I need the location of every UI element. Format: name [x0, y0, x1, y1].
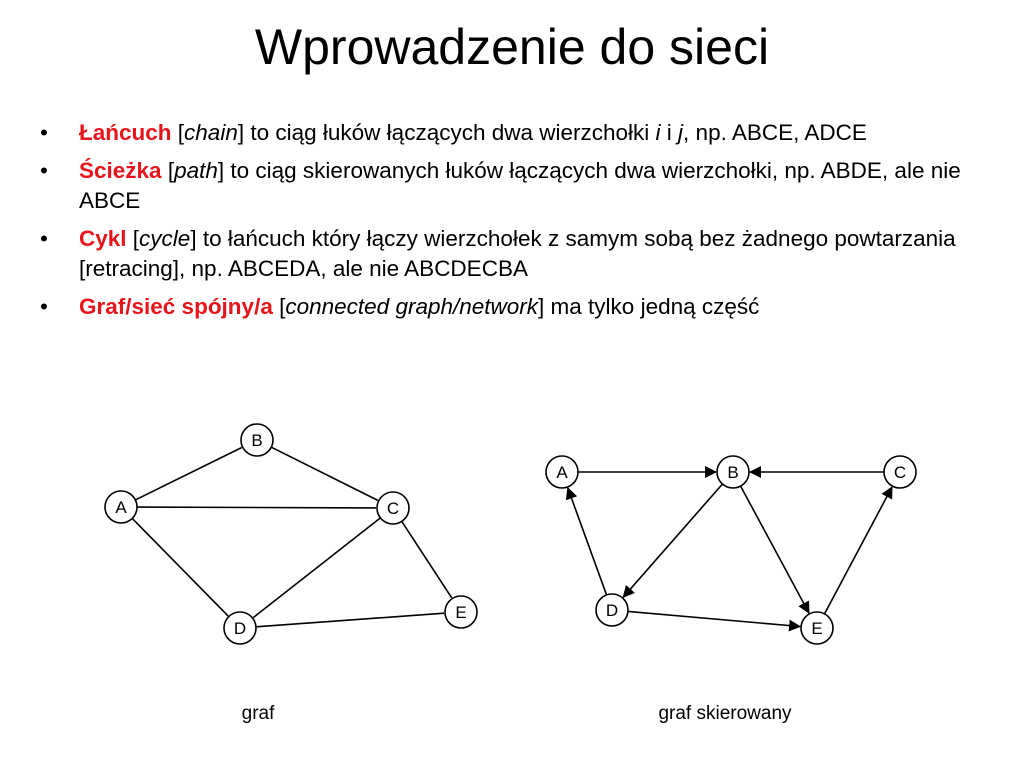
graph-diagrams — [0, 395, 1024, 665]
directed-node-label-a: A — [556, 463, 568, 482]
bullet-dot: • — [40, 120, 48, 145]
and-word: i — [660, 120, 679, 145]
bracket-open: [ — [272, 294, 286, 319]
undirected-edge-a-b — [135, 448, 241, 500]
bullet-dot: • — [40, 294, 48, 319]
bullet-chain — [40, 118, 1000, 148]
bullet-dot: • — [40, 158, 48, 183]
english-term-cycle: cycle — [139, 226, 191, 251]
directed-edge-b-d — [623, 484, 722, 597]
caption-directed: graf skierowany — [658, 703, 792, 724]
directed-node-label-b: B — [727, 463, 739, 482]
var-i: i — [655, 120, 661, 145]
undirected-edge-c-e — [402, 521, 452, 597]
undirected-edge-d-e — [256, 613, 444, 627]
undirected-node-label-a: A — [115, 498, 127, 517]
undirected-node-label-b: B — [251, 431, 263, 450]
bracket-close: ] — [237, 120, 251, 145]
bracket-open: [ — [161, 158, 175, 183]
directed-edge-d-a — [568, 488, 607, 595]
definition-connected: ma tylko jedną część — [550, 294, 760, 319]
undirected-edge-b-c — [271, 447, 377, 500]
directed-graph — [546, 456, 916, 644]
bracket-open: [ — [126, 226, 140, 251]
directed-node-label-d: D — [605, 601, 619, 620]
term-cycle: Cykl — [79, 226, 127, 251]
term-connected: Graf/sieć spójny/a — [79, 294, 273, 319]
directed-edge-b-e — [741, 486, 809, 613]
definition-path: to ciąg skierowanych łuków łączących dwa wierzchołki, np. ABDE, ale nie ABCE — [79, 158, 961, 213]
directed-edge-e-c — [825, 487, 892, 614]
directed-edge-d-e — [628, 611, 800, 626]
undirected-edge-a-d — [132, 518, 228, 615]
var-j: j — [678, 120, 684, 145]
bracket-open: [ — [171, 120, 185, 145]
undirected-edge-c-d — [253, 518, 380, 618]
definition-chain-b: , np. ABCE, ADCE — [683, 120, 867, 145]
undirected-graph — [105, 424, 477, 644]
bracket-close: ] — [217, 158, 231, 183]
bullet-path — [40, 156, 1000, 216]
bullet-dot: • — [40, 226, 48, 251]
bullet-cycle — [40, 224, 1000, 284]
undirected-node-label-c: C — [386, 499, 400, 518]
term-chain: Łańcuch — [79, 120, 172, 145]
undirected-node-label-e: E — [455, 603, 467, 622]
bullet-connected — [40, 292, 1000, 322]
english-term-chain: chain — [184, 120, 238, 145]
english-term-connected: connected graph/network — [285, 294, 539, 319]
slide-title: Wprowadzenie do sieci — [254, 19, 770, 75]
bracket-close: ] — [538, 294, 551, 319]
definition-cycle: to łańcuch który łączy wierzchołek z samym sobą bez żadnego powtarzania [retracing], np. ABCEDA, ale nie ABCDECBA — [79, 226, 956, 281]
term-path: Ścieżka — [79, 158, 162, 183]
english-term-path: path — [174, 158, 218, 183]
undirected-edge-a-c — [137, 507, 376, 508]
undirected-node-label-d: D — [233, 619, 247, 638]
directed-node-label-c: C — [893, 463, 907, 482]
bracket-close: ] — [190, 226, 203, 251]
directed-node-label-e: E — [811, 619, 823, 638]
definition-chain-a: to ciąg łuków łączących dwa wierzchołki — [250, 120, 656, 145]
caption-undirected: graf — [241, 703, 275, 724]
definition-list — [40, 118, 1000, 330]
